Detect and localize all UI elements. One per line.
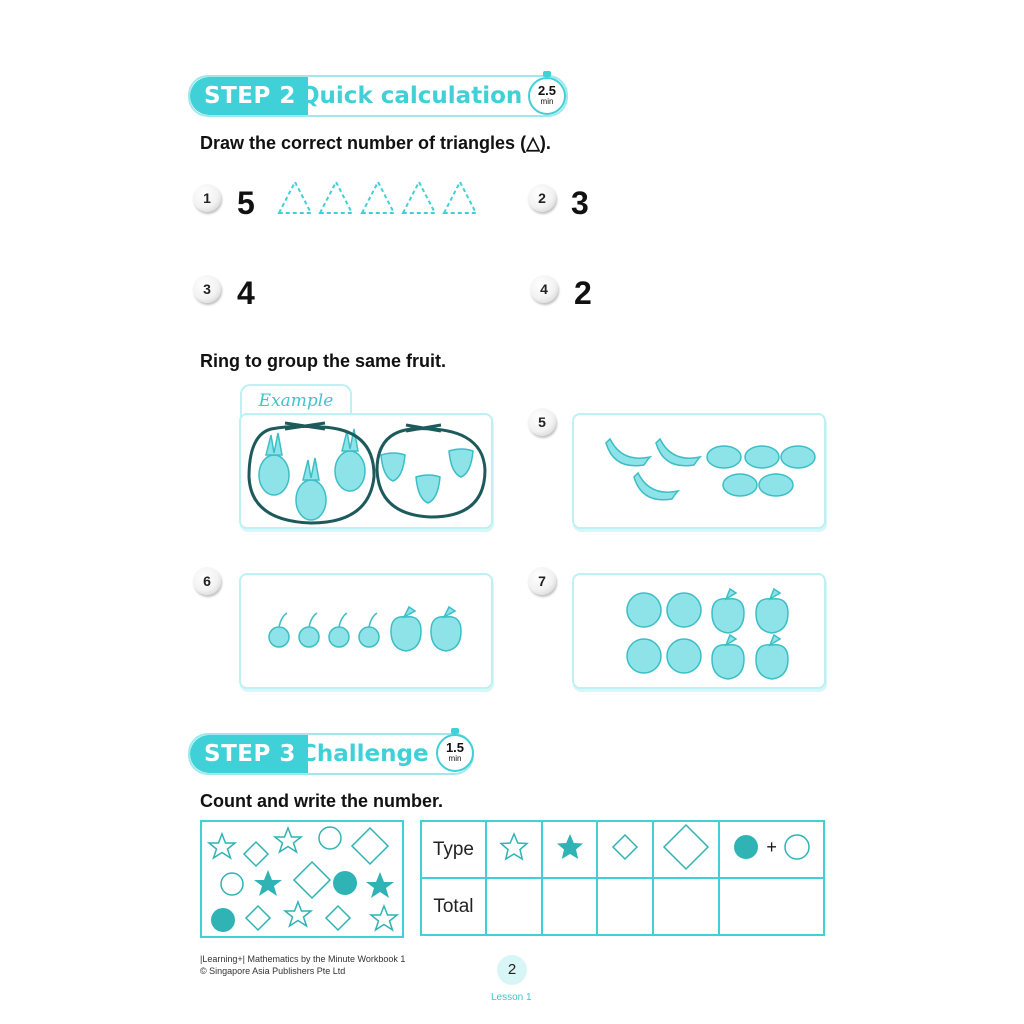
footer-copyright: © Singapore Asia Publishers Pte Ltd bbox=[200, 966, 346, 976]
stopwatch-icon bbox=[528, 77, 566, 115]
question-value-4: 2 bbox=[574, 275, 592, 311]
step3-banner bbox=[188, 733, 474, 775]
step3-title: Challenge bbox=[300, 741, 429, 767]
example-fruit-illustration bbox=[241, 415, 491, 527]
instruction-fruit: Ring to group the same fruit. bbox=[200, 351, 446, 371]
outline-circle-icon bbox=[783, 833, 811, 861]
footer-book-title: |Learning+| Mathematics by the Minute Workbook 1 bbox=[200, 954, 406, 964]
large-diamond-icon bbox=[653, 821, 719, 878]
outline-star-icon bbox=[486, 821, 542, 878]
question-number-3: 3 bbox=[193, 275, 221, 303]
example-tab: Example bbox=[240, 384, 352, 418]
total-cell[interactable] bbox=[653, 878, 719, 935]
question-value-1: 5 bbox=[237, 185, 255, 221]
question-number-1: 1 bbox=[193, 184, 221, 212]
circles-cell bbox=[719, 821, 824, 878]
shapes-box bbox=[200, 820, 404, 938]
total-cell[interactable] bbox=[486, 878, 542, 935]
dashed-triangles bbox=[276, 178, 486, 216]
page-number: 2 bbox=[497, 955, 527, 985]
question-number-5: 5 bbox=[528, 408, 556, 436]
step2-title: Quick calculation bbox=[300, 83, 523, 109]
step2-badge: STEP 2 bbox=[190, 77, 308, 115]
lesson-label: Lesson 1 bbox=[491, 992, 532, 1003]
question-number-4: 4 bbox=[530, 275, 558, 303]
step2-time-unit: min bbox=[540, 97, 554, 106]
mixed-shapes-illustration bbox=[202, 822, 402, 936]
plus-sign: + bbox=[766, 836, 777, 857]
question-value-3: 4 bbox=[237, 275, 255, 311]
total-cell[interactable] bbox=[597, 878, 653, 935]
question-number-2: 2 bbox=[528, 184, 556, 212]
stopwatch-icon bbox=[436, 734, 474, 772]
instruction-triangles: Draw the correct number of triangles (△). bbox=[200, 133, 551, 153]
step3-time-unit: min bbox=[448, 754, 462, 763]
small-diamond-icon bbox=[597, 821, 653, 878]
fruit-box-5 bbox=[572, 413, 826, 529]
fruit-box-7 bbox=[572, 573, 826, 689]
count-table bbox=[420, 820, 825, 936]
cherries-apples-illustration bbox=[241, 575, 491, 687]
total-cell[interactable] bbox=[719, 878, 824, 935]
example-box bbox=[239, 413, 493, 529]
bananas-lemons-illustration bbox=[574, 415, 824, 527]
instruction-count: Count and write the number. bbox=[200, 791, 444, 811]
step3-time-value: 1.5 bbox=[445, 740, 465, 755]
total-label: Total bbox=[421, 878, 486, 935]
total-cell[interactable] bbox=[542, 878, 598, 935]
oranges-apples-illustration bbox=[574, 575, 824, 687]
question-value-2: 3 bbox=[571, 185, 589, 221]
type-label: Type bbox=[421, 821, 486, 878]
filled-circle-icon bbox=[732, 833, 760, 861]
step3-badge: STEP 3 bbox=[190, 735, 308, 773]
question-number-6: 6 bbox=[193, 567, 221, 595]
filled-star-icon bbox=[542, 821, 598, 878]
total-row bbox=[421, 878, 824, 935]
step2-time-value: 2.5 bbox=[537, 83, 557, 98]
footer-credits bbox=[200, 953, 405, 977]
type-row bbox=[421, 821, 824, 878]
fruit-box-6 bbox=[239, 573, 493, 689]
question-number-7: 7 bbox=[528, 567, 556, 595]
step2-banner bbox=[188, 75, 568, 117]
